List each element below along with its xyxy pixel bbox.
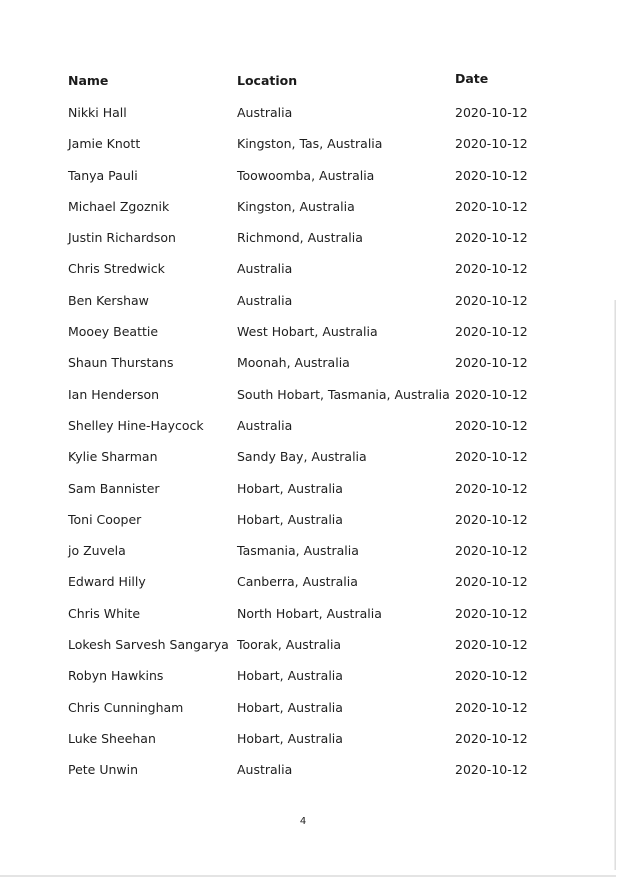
cell-location: Hobart, Australia	[237, 480, 343, 496]
table-row	[0, 512, 622, 543]
table-row	[0, 355, 622, 386]
table-row	[0, 387, 622, 418]
cell-name: Chris Cunningham	[68, 699, 184, 715]
cell-location: Sandy Bay, Australia	[237, 449, 367, 465]
cell-date: 2020-10-12	[455, 480, 528, 496]
cell-name: Jamie Knott	[68, 136, 141, 152]
cell-name: Shelley Hine-Haycock	[68, 417, 204, 433]
cell-location: Hobart, Australia	[237, 511, 343, 527]
scan-edge	[0, 875, 616, 877]
header-location: Location	[237, 73, 298, 88]
table-row	[0, 199, 622, 230]
table-row	[0, 481, 622, 512]
cell-location: Canberra, Australia	[237, 574, 358, 590]
cell-name: Michael Zgoznik	[68, 198, 170, 214]
table-row	[0, 261, 622, 292]
cell-location: Toorak, Australia	[237, 637, 342, 653]
table-body	[0, 105, 622, 794]
table-row	[0, 606, 622, 637]
cell-location: Australia	[237, 261, 293, 277]
cell-location: South Hobart, Tasmania, Australia	[237, 386, 450, 402]
table-row	[0, 731, 622, 762]
cell-name: Chris White	[68, 605, 141, 621]
cell-location: Australia	[237, 417, 293, 433]
cell-location: Hobart, Australia	[237, 668, 343, 684]
cell-location: Toowoomba, Australia	[237, 167, 375, 183]
cell-location: Kingston, Australia	[237, 198, 355, 214]
table-row	[0, 293, 622, 324]
cell-date: 2020-10-12	[455, 324, 528, 340]
table-row	[0, 136, 622, 167]
cell-name: Ian Henderson	[68, 386, 160, 402]
cell-date: 2020-10-12	[455, 105, 528, 120]
cell-date: 2020-10-12	[455, 417, 528, 433]
cell-name: Shaun Thurstans	[68, 355, 174, 371]
cell-date: 2020-10-12	[455, 730, 528, 746]
cell-date: 2020-10-12	[455, 198, 528, 214]
cell-name: Toni Cooper	[68, 511, 142, 527]
cell-date: 2020-10-12	[455, 386, 528, 402]
cell-location: Australia	[237, 292, 293, 308]
header-date: Date	[455, 71, 489, 86]
cell-name: Nikki Hall	[68, 105, 127, 120]
cell-date: 2020-10-12	[455, 449, 528, 465]
cell-date: 2020-10-12	[455, 292, 528, 308]
cell-location: Kingston, Tas, Australia	[237, 136, 383, 152]
cell-location: Australia	[237, 105, 293, 120]
cell-name: Justin Richardson	[68, 230, 176, 246]
table-row	[0, 230, 622, 261]
cell-name: Mooey Beattie	[68, 324, 159, 340]
cell-name: Robyn Hawkins	[68, 668, 164, 684]
cell-location: Moonah, Australia	[237, 355, 350, 371]
table-row	[0, 543, 622, 574]
table-row	[0, 700, 622, 731]
cell-location: Tasmania, Australia	[237, 543, 359, 559]
table-row	[0, 668, 622, 699]
cell-location: West Hobart, Australia	[237, 324, 378, 340]
cell-date: 2020-10-12	[455, 136, 528, 152]
cell-name: Edward Hilly	[68, 574, 146, 590]
cell-date: 2020-10-12	[455, 511, 528, 527]
cell-date: 2020-10-12	[455, 574, 528, 590]
table-row	[0, 105, 622, 136]
cell-date: 2020-10-12	[455, 699, 528, 715]
cell-location: Australia	[237, 762, 293, 778]
cell-location: Richmond, Australia	[237, 230, 363, 246]
table-row	[0, 168, 622, 199]
cell-date: 2020-10-12	[455, 230, 528, 246]
cell-name: Ben Kershaw	[68, 292, 149, 308]
cell-date: 2020-10-12	[455, 261, 528, 277]
cell-date: 2020-10-12	[455, 668, 528, 684]
table-row	[0, 324, 622, 355]
cell-location: Hobart, Australia	[237, 699, 343, 715]
cell-name: Chris Stredwick	[68, 261, 165, 277]
cell-date: 2020-10-12	[455, 605, 528, 621]
table-row	[0, 449, 622, 480]
cell-name: Kylie Sharman	[68, 449, 158, 465]
table-row	[0, 762, 622, 793]
table-row	[0, 574, 622, 605]
cell-date: 2020-10-12	[455, 543, 528, 559]
header-name: Name	[68, 73, 109, 88]
table-header	[0, 73, 622, 91]
cell-date: 2020-10-12	[455, 762, 528, 778]
table-row	[0, 418, 622, 449]
cell-name: Luke Sheehan	[68, 730, 156, 746]
cell-name: Lokesh Sarvesh Sangarya	[68, 637, 229, 653]
cell-location: North Hobart, Australia	[237, 605, 382, 621]
cell-name: jo Zuvela	[68, 543, 126, 559]
cell-date: 2020-10-12	[455, 167, 528, 183]
cell-name: Sam Bannister	[68, 480, 160, 496]
cell-date: 2020-10-12	[455, 637, 528, 653]
cell-date: 2020-10-12	[455, 355, 528, 371]
cell-name: Tanya Pauli	[68, 167, 138, 183]
cell-location: Hobart, Australia	[237, 730, 343, 746]
page-number: 4	[299, 816, 307, 827]
cell-name: Pete Unwin	[68, 762, 139, 778]
table-row	[0, 637, 622, 668]
